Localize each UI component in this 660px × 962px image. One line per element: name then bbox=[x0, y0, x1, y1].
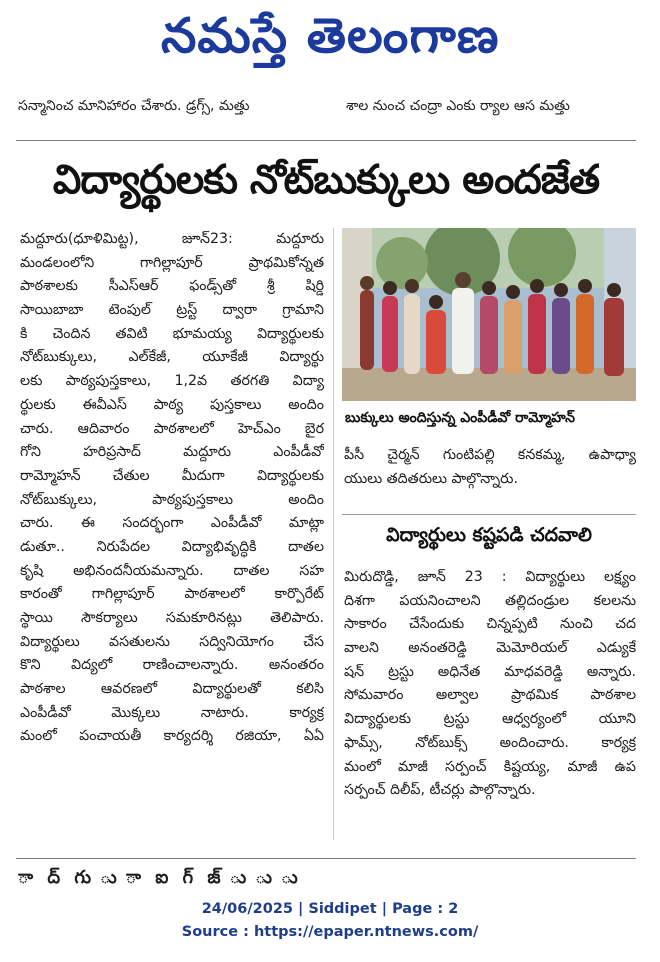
source-footer bbox=[0, 898, 660, 944]
column-divider bbox=[333, 228, 334, 840]
body-line: కృషి అభినందనీయమన్నారు. దాతల సహ bbox=[20, 562, 324, 579]
body-line: నోట్‌బుక్కులు, పాఠ్యపుస్తకాలు అందిం bbox=[20, 491, 324, 508]
previous-article-left-text: సన్మానించ మానిహారం చేశారు. డ్రగ్స్, మత్తు bbox=[18, 98, 250, 114]
body-line: సర్పంచ్‌ దిలీప్‌, టీచర్లు పాల్గొన్నారు. bbox=[344, 782, 536, 799]
next-article-strip: ా ద్ గు ు ా ఐ గ్ జ్ ు ు ు bbox=[18, 867, 302, 888]
second-article-headline: విద్యార్థులు కష్టపడి చదవాలి bbox=[386, 523, 592, 546]
body-line: విద్యార్థులు వసతులను సద్వినియోగం చేస bbox=[20, 633, 324, 650]
body-line: స్థాయి సౌకర్యాలు సమకూరినట్లు తెలిపారు. bbox=[20, 610, 324, 626]
body-line: మంలో పంచాయతీ కార్యదర్శి రజియా, ఏఏ bbox=[20, 728, 324, 745]
body-line: నోట్‌బుక్కులు, ఎల్‌కేజీ, యూకేజీ విద్యార్థు bbox=[20, 349, 324, 366]
body-line: సోమవారం అల్వాల ప్రాథమిక పాఠశాల bbox=[344, 687, 636, 704]
body-line: పాఠశాలకు సీఎస్‌ఆర్‌ ఫండ్స్‌తో శ్రీ షిర్డి bbox=[20, 278, 324, 295]
body-line: ర్థులకు ఈవీఎస్‌ పాఠ్య పుస్తకాలు అందిం bbox=[20, 396, 324, 413]
body-line: కొని విద్యలో రాణించాలన్నారు. అనంతరం bbox=[20, 657, 324, 674]
news-photo bbox=[342, 228, 636, 401]
body-line: మద్దూరు(ధూళిమిట్ట), జూన్‌23: మద్దూరు bbox=[20, 231, 324, 247]
body-line: గోని హరిప్రసాద్‌ మద్దూరు ఎంపీడీవో bbox=[20, 444, 324, 461]
body-line: మంలో మాజీ సర్పంచ్‌ కిష్టయ్య, మాజీ ఉప bbox=[344, 758, 636, 775]
body-line: యులు తదితరులు పాల్గొన్నారు. bbox=[344, 470, 518, 487]
footer-source-link[interactable]: Source : https://epaper.ntnews.com/ bbox=[181, 924, 479, 940]
top-divider bbox=[16, 140, 636, 141]
article-headline bbox=[16, 150, 636, 220]
body-line: రామ్మోహన్‌ చేతుల మీదుగా విద్యార్థులకు bbox=[20, 467, 324, 484]
body-line: చారు. ఆదివారం పాఠశాలలో హెచ్‌ఎం బైర bbox=[20, 420, 324, 437]
body-line: విద్యార్థులకు ట్రస్టు ఆధ్వర్యంలో యూని bbox=[344, 711, 636, 728]
body-line: పాఠశాల ఆవరణలో విద్యార్థులతో కలిసి bbox=[20, 681, 324, 698]
body-line: సాయిబాబా టెంపుల్‌ ట్రస్ట్‌ ద్వారా గ్రామాని bbox=[20, 302, 324, 319]
body-line: సాకారం చేసేందుకు చిన్నప్పటి నుంచి చద bbox=[344, 616, 636, 633]
body-line: షన్‌ ట్రస్టు అధినేత మాధవరెడ్డి అన్నారు. bbox=[344, 663, 636, 680]
bottom-divider bbox=[16, 858, 636, 859]
photo-caption: బుక్కులు అందిస్తున్న ఎంపీడీవో రామ్మోహన్‌ bbox=[345, 410, 575, 426]
body-line: డుతూ.. నిరుపేదల విద్యాభివృద్ధికి దాతల bbox=[20, 538, 324, 555]
newspaper-title: నమస్తే తెలంగాణ bbox=[160, 8, 500, 64]
body-line: మిరుదొడ్డి, జూన్‌ 23 : విద్యార్థులు లక్ష్యం bbox=[344, 569, 636, 585]
body-line: లకు పాఠ్యపుస్తకాలు, 1,2వ తరగతి విద్యా bbox=[20, 373, 324, 390]
group-photo-illustration bbox=[342, 228, 636, 401]
body-line: దిశగా పయనించాలని తల్లిదండ్రుల కలలను bbox=[344, 592, 636, 609]
footer-date-edition: 24/06/2025 | Siddipet | Page : 2 bbox=[201, 901, 459, 917]
masthead bbox=[0, 0, 660, 84]
body-line: ఎంపీడీవో మొక్కలు నాటారు. కార్యక్ర bbox=[20, 704, 324, 721]
body-line: పీసీ చైర్మన్‌ గుంటిపల్లి కనకమ్మ, ఉపాధ్యా bbox=[344, 447, 636, 463]
subheading-divider bbox=[342, 514, 636, 515]
body-line: కి చెందిన తవిటి భూమయ్య విద్యార్థులకు bbox=[20, 325, 324, 342]
body-line: ఫామ్స్‌, నోట్‌బుక్స్‌ అందించారు. కార్యక్ర bbox=[344, 734, 636, 751]
body-line: వాలని అనంతరెడ్డి మెమోరియల్‌ ఎడ్యుకే bbox=[344, 640, 636, 657]
left-column-article-body bbox=[20, 228, 324, 840]
headline-text: విద్యార్థులకు నోట్‌బుక్కులు అందజేత bbox=[52, 157, 600, 203]
second-article-body bbox=[344, 566, 636, 840]
body-line: కారంతో గాగిల్లాపూర్‌ పాఠశాలలో కార్పొరేట్‌ bbox=[20, 586, 324, 603]
body-line: మండలంలోని గాగిల్లాపూర్‌ ప్రాథమికోన్నత bbox=[20, 254, 324, 271]
body-line: చారు. ఈ సందర్భంగా ఎంపీడీవో మాట్లా bbox=[20, 515, 324, 532]
right-column-article-continuation bbox=[344, 444, 636, 491]
previous-article-right-text: శాల నుంచ చంద్రా ఎంకు ర్యాల ఆస మత్తు bbox=[346, 98, 570, 114]
previous-article-strip bbox=[0, 94, 660, 124]
